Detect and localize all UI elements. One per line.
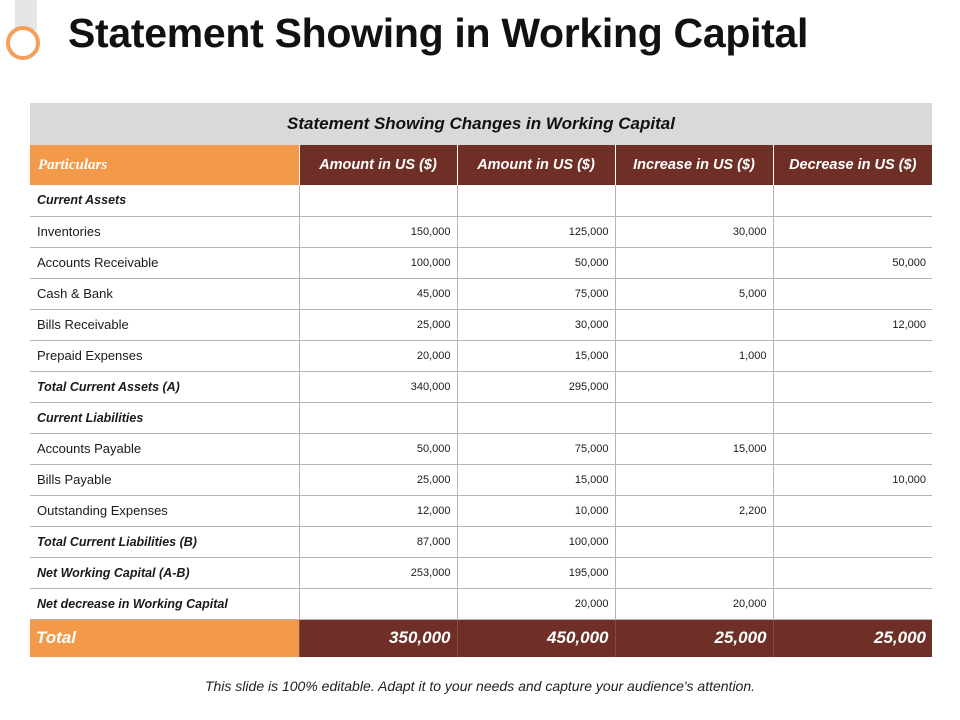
row-label: Accounts Payable [30,433,299,464]
value-cell: 30,000 [457,309,615,340]
value-cell [615,464,773,495]
table-header-row [30,145,932,185]
value-cell [773,185,932,216]
table-row [30,557,932,588]
value-cell: 75,000 [457,278,615,309]
value-cell: 45,000 [299,278,457,309]
table-row [30,309,932,340]
total-cell: 25,000 [615,619,773,657]
slide-title: Statement Showing in Working Capital [68,10,809,56]
total-cell: 350,000 [299,619,457,657]
value-cell: 75,000 [457,433,615,464]
value-cell [773,402,932,433]
table-row [30,185,932,216]
total-cell: 25,000 [773,619,932,657]
row-label: Accounts Receivable [30,247,299,278]
value-cell [773,557,932,588]
value-cell: 15,000 [457,464,615,495]
header-particulars: Particulars [30,145,299,185]
row-label: Bills Receivable [30,309,299,340]
row-label: Net decrease in Working Capital [30,588,299,619]
table-row [30,588,932,619]
value-cell: 340,000 [299,371,457,402]
row-label: Current Liabilities [30,402,299,433]
value-cell [773,495,932,526]
value-cell: 30,000 [615,216,773,247]
row-label: Outstanding Expenses [30,495,299,526]
row-label: Total Current Liabilities (B) [30,526,299,557]
table-caption-row [30,103,932,145]
value-cell [773,433,932,464]
value-cell: 10,000 [773,464,932,495]
table-caption: Statement Showing Changes in Working Capital [30,103,932,145]
row-label: Bills Payable [30,464,299,495]
value-cell [615,371,773,402]
value-cell [615,557,773,588]
value-cell [773,278,932,309]
row-label: Total Current Assets (A) [30,371,299,402]
value-cell [615,526,773,557]
value-cell: 1,000 [615,340,773,371]
table-row [30,495,932,526]
value-cell [773,588,932,619]
value-cell: 253,000 [299,557,457,588]
footer-note: This slide is 100% editable. Adapt it to your needs and capture your audience's attention. [204,678,756,694]
value-cell [299,588,457,619]
value-cell: 295,000 [457,371,615,402]
table-row [30,340,932,371]
value-cell: 125,000 [457,216,615,247]
table-row [30,526,932,557]
total-row [30,619,932,657]
value-cell [615,402,773,433]
total-label: Total [30,619,299,657]
total-cell: 450,000 [457,619,615,657]
value-cell [457,185,615,216]
table-row [30,464,932,495]
table-row [30,402,932,433]
value-cell: 20,000 [299,340,457,371]
value-cell: 100,000 [299,247,457,278]
value-cell [299,185,457,216]
value-cell: 2,200 [615,495,773,526]
value-cell: 25,000 [299,309,457,340]
row-label: Net Working Capital (A-B) [30,557,299,588]
value-cell: 12,000 [299,495,457,526]
table-row [30,433,932,464]
header-increase: Increase in US ($) [615,145,773,185]
table-body [30,185,932,619]
orange-circle-icon [6,26,40,60]
table-row [30,278,932,309]
table-row [30,371,932,402]
value-cell: 150,000 [299,216,457,247]
value-cell: 50,000 [773,247,932,278]
value-cell: 20,000 [457,588,615,619]
header-amount-1: Amount in US ($) [299,145,457,185]
value-cell [615,309,773,340]
header-decrease: Decrease in US ($) [773,145,932,185]
table-row [30,216,932,247]
value-cell: 50,000 [299,433,457,464]
header-amount-2: Amount in US ($) [457,145,615,185]
value-cell: 87,000 [299,526,457,557]
row-label: Cash & Bank [30,278,299,309]
value-cell [615,247,773,278]
value-cell: 50,000 [457,247,615,278]
value-cell [457,402,615,433]
value-cell [773,526,932,557]
value-cell [773,216,932,247]
value-cell: 12,000 [773,309,932,340]
value-cell: 25,000 [299,464,457,495]
row-label: Prepaid Expenses [30,340,299,371]
table-row [30,247,932,278]
value-cell [773,340,932,371]
value-cell: 100,000 [457,526,615,557]
row-label: Current Assets [30,185,299,216]
working-capital-table [30,103,932,657]
value-cell: 195,000 [457,557,615,588]
value-cell: 5,000 [615,278,773,309]
value-cell: 10,000 [457,495,615,526]
value-cell [773,371,932,402]
value-cell: 15,000 [615,433,773,464]
value-cell [299,402,457,433]
value-cell [615,185,773,216]
row-label: Inventories [30,216,299,247]
value-cell: 20,000 [615,588,773,619]
value-cell: 15,000 [457,340,615,371]
